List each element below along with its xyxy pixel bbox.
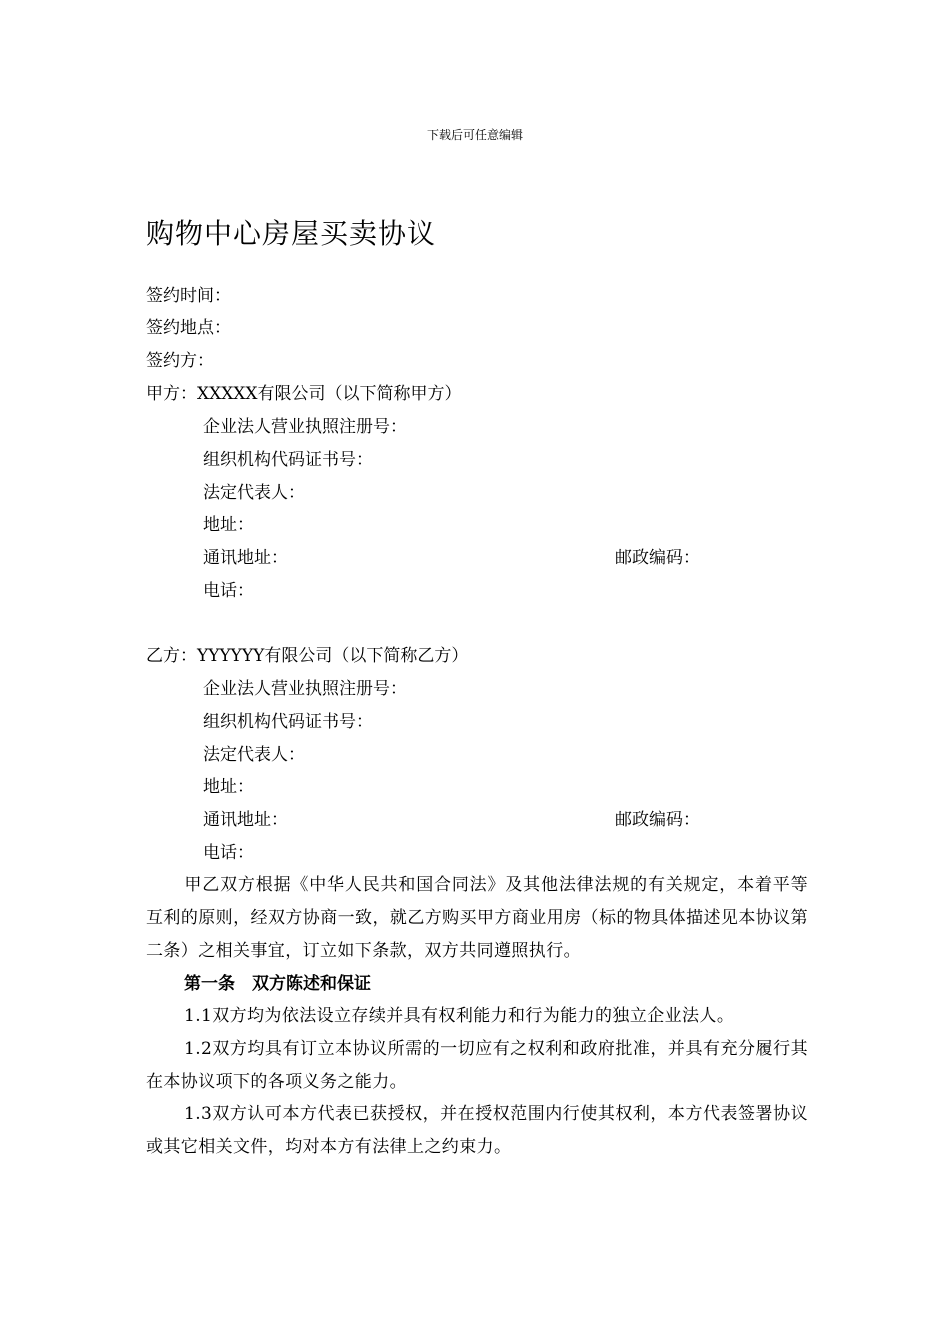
clause-1-2 xyxy=(146,1033,808,1099)
party-a-address: 地址： xyxy=(203,515,254,535)
clause-1-3 xyxy=(146,1098,808,1164)
party-b-mail-address: 通讯地址： xyxy=(203,810,288,830)
party-a-phone: 电话： xyxy=(203,581,254,601)
party-b-phone: 电话： xyxy=(203,843,254,863)
party-b-heading: 乙方：YYYYYY有限公司（以下简称乙方） xyxy=(146,646,469,666)
clause-1-1 xyxy=(146,1000,808,1033)
signing-time: 签约时间： xyxy=(146,286,231,306)
party-b-postal-code: 邮政编码： xyxy=(615,810,700,830)
header-note: 下载后可任意编辑 xyxy=(426,128,523,142)
article1-heading: 第一条 双方陈述和保证 xyxy=(184,974,371,994)
signing-place: 签约地点： xyxy=(146,318,231,338)
clause-1-1-text: 1.1双方均为依法设立存续并具有权利能力和行为能力的独立企业法人。 xyxy=(184,1006,735,1026)
party-a-org-code: 组织机构代码证书号： xyxy=(203,450,373,470)
party-a-legal-rep: 法定代表人： xyxy=(203,483,305,503)
party-a-license: 企业法人营业执照注册号： xyxy=(203,417,407,437)
party-a-mail-address: 通讯地址： xyxy=(203,548,288,568)
signing-parties: 签约方： xyxy=(146,351,214,371)
party-b-org-code: 组织机构代码证书号： xyxy=(203,712,373,732)
clause-1-3-text: 1.3双方认可本方代表已获授权，并在授权范围内行使其权利，本方代表签署协议或其它相关文件，均对本方有法律上之约束力。 xyxy=(146,1104,808,1157)
party-b-address: 地址： xyxy=(203,777,254,797)
preamble-text: 甲乙双方根据《中华人民共和国合同法》及其他法律法规的有关规定，本着平等互利的原则，经双方协商一致，就乙方购买甲方商业用房（标的物具体描述见本协议第二条）之相关事宜，订立如下条款，双方共同遵照执行。 xyxy=(146,875,808,961)
party-a-postal-code: 邮政编码： xyxy=(615,548,700,568)
clause-1-2-text: 1.2双方均具有订立本协议所需的一切应有之权利和政府批准，并具有充分履行其在本协议项下的各项义务之能力。 xyxy=(146,1039,808,1092)
party-b-license: 企业法人营业执照注册号： xyxy=(203,679,407,699)
preamble-paragraph xyxy=(146,869,808,968)
party-a-heading: 甲方：XXXXX有限公司（以下简称甲方） xyxy=(146,384,462,404)
document-title: 购物中心房屋买卖协议 xyxy=(146,217,437,250)
party-b-legal-rep: 法定代表人： xyxy=(203,745,305,765)
